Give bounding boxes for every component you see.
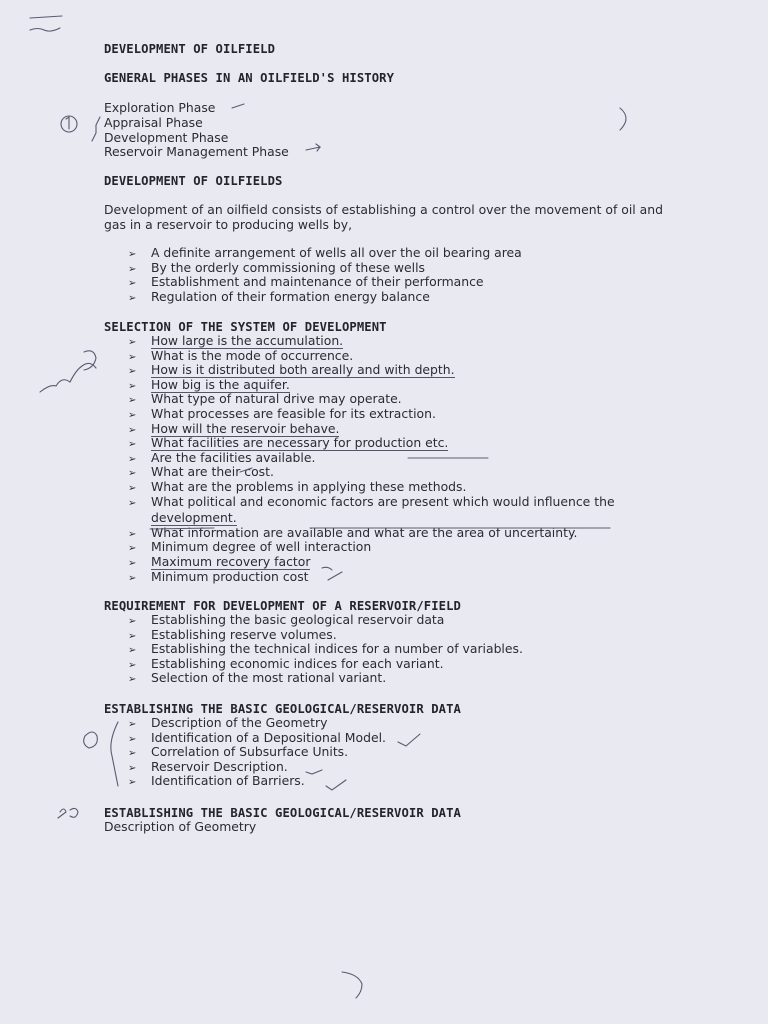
arrow-bullet-icon: ➢ (128, 528, 137, 540)
list-item: ➢ Establishing the basic geological reservoir data (128, 613, 523, 628)
arrow-bullet-icon: ➢ (128, 278, 137, 290)
development-list (128, 246, 522, 304)
list-item: ➢ How will the reservoir behave. (128, 422, 615, 437)
arrow-bullet-icon: ➢ (128, 366, 137, 378)
arrow-bullet-icon: ➢ (128, 733, 137, 745)
basic-data-heading: ESTABLISHING THE BASIC GEOLOGICAL/RESERVOIR DATA (104, 702, 461, 716)
list-item: ➢ What facilities are necessary for production etc. (128, 436, 615, 451)
arrow-bullet-icon: ➢ (128, 645, 137, 657)
arrow-bullet-icon: ➢ (128, 395, 137, 407)
arrow-bullet-icon: ➢ (128, 762, 137, 774)
arrow-bullet-icon: ➢ (128, 497, 137, 509)
list-item: ➢ Identification of Barriers. (128, 774, 386, 789)
list-item-continuation: development. (151, 510, 237, 526)
phase-item: Appraisal Phase (104, 115, 203, 130)
arrow-bullet-icon: ➢ (128, 337, 137, 348)
list-item: ➢ How large is the accumulation. (128, 334, 615, 349)
list-item: ➢ Minimum degree of well interaction (128, 540, 615, 555)
arrow-bullet-icon: ➢ (128, 777, 137, 789)
list-item: ➢ What political and economic factors are present which would influence the development. (128, 493, 615, 526)
arrow-bullet-icon: ➢ (128, 263, 137, 275)
selection-heading: SELECTION OF THE SYSTEM OF DEVELOPMENT (104, 320, 387, 334)
arrow-bullet-icon: ➢ (128, 719, 137, 730)
basic-data-heading-2: ESTABLISHING THE BASIC GEOLOGICAL/RESERVOIR DATA (104, 806, 461, 820)
list-item: ➢ Establishment and maintenance of their performance (128, 275, 522, 290)
arrow-bullet-icon: ➢ (128, 380, 137, 392)
basic-data-list (128, 716, 386, 789)
list-item: ➢ What processes are feasible for its extraction. (128, 407, 615, 422)
list-item: ➢ What type of natural drive may operate. (128, 392, 615, 407)
arrow-bullet-icon: ➢ (128, 439, 137, 451)
arrow-bullet-icon: ➢ (128, 351, 137, 363)
list-item: ➢ What is the mode of occurrence. (128, 349, 615, 364)
list-item: ➢ What are their cost. (128, 465, 615, 480)
development-paragraph: Development of an oilfield consists of establishing a control over the movement of oil and gas in a reservoir to producing wells by, (104, 202, 663, 232)
arrow-bullet-icon: ➢ (128, 468, 137, 480)
list-item: ➢ Are the facilities available. (128, 451, 615, 466)
list-item: ➢ By the orderly commissioning of these wells (128, 261, 522, 276)
list-item: ➢ Minimum production cost (128, 570, 615, 585)
arrow-bullet-icon: ➢ (128, 630, 137, 642)
phase-item: Reservoir Management Phase (104, 144, 289, 159)
arrow-bullet-icon: ➢ (128, 292, 137, 304)
phase-item: Development Phase (104, 130, 229, 145)
arrow-bullet-icon: ➢ (128, 572, 137, 584)
arrow-bullet-icon: ➢ (128, 616, 137, 627)
list-item: ➢ Regulation of their formation energy balance (128, 290, 522, 305)
list-item: ➢ Maximum recovery factor (128, 555, 615, 570)
list-item: ➢ Correlation of Subsurface Units. (128, 745, 386, 760)
arrow-bullet-icon: ➢ (128, 409, 137, 421)
phase-item: Exploration Phase (104, 100, 216, 115)
arrow-bullet-icon: ➢ (128, 748, 137, 760)
requirement-list (128, 613, 523, 686)
arrow-bullet-icon: ➢ (128, 453, 137, 465)
arrow-bullet-icon: ➢ (128, 249, 137, 260)
list-item: ➢ Reservoir Description. (128, 760, 386, 775)
arrow-bullet-icon: ➢ (128, 543, 137, 555)
development-heading: DEVELOPMENT OF OILFIELDS (104, 174, 283, 188)
arrow-bullet-icon: ➢ (128, 482, 137, 494)
list-item: ➢ Establishing reserve volumes. (128, 628, 523, 643)
arrow-bullet-icon: ➢ (128, 557, 137, 569)
requirement-heading: REQUIREMENT FOR DEVELOPMENT OF A RESERVOIR/FIELD (104, 599, 461, 613)
list-item: ➢ Selection of the most rational variant. (128, 671, 523, 686)
document-title: DEVELOPMENT OF OILFIELD (104, 42, 276, 56)
list-item: ➢ Description of the Geometry (128, 716, 386, 731)
arrow-bullet-icon: ➢ (128, 424, 137, 436)
arrow-bullet-icon: ➢ (128, 674, 137, 686)
phases-heading: GENERAL PHASES IN AN OILFIELD'S HISTORY (104, 71, 395, 85)
list-item: ➢ How is it distributed both areally and with depth. (128, 363, 615, 378)
list-item: ➢ Establishing economic indices for each variant. (128, 657, 523, 672)
list-item: ➢ How big is the aquifer. (128, 378, 615, 393)
basic-data-subtitle: Description of Geometry (104, 819, 257, 834)
list-item: ➢ Identification of a Depositional Model. (128, 731, 386, 746)
list-item: ➢ What information are available and what are the area of uncertainty. (128, 526, 615, 541)
arrow-bullet-icon: ➢ (128, 659, 137, 671)
list-item: ➢ A definite arrangement of wells all over the oil bearing area (128, 246, 522, 261)
selection-list (128, 334, 615, 584)
list-item: ➢ What are the problems in applying these methods. (128, 480, 615, 495)
list-item: ➢ Establishing the technical indices for a number of variables. (128, 642, 523, 657)
